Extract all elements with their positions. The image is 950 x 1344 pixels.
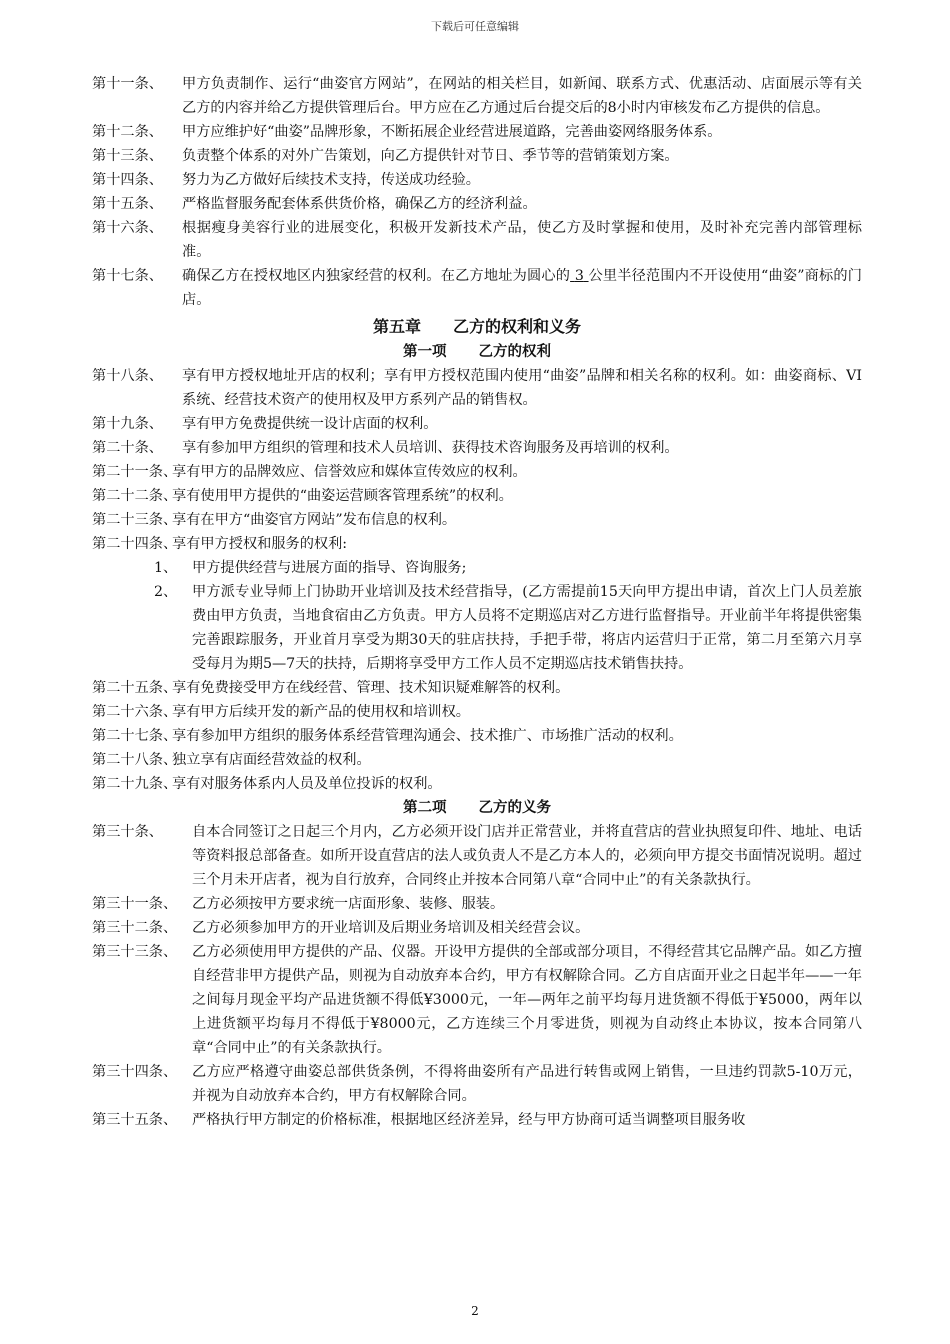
article-text-part: 确保乙方在授权地区内独家经营的权利。在乙方地址为圆心的 bbox=[182, 268, 571, 284]
article-text: 享有使用甲方提供的“曲姿运营顾客管理系统”的权利。 bbox=[172, 488, 513, 504]
article-label: 第十四条、 bbox=[92, 172, 163, 188]
article-label: 第二十二条、 bbox=[92, 488, 178, 504]
article bbox=[92, 436, 862, 460]
article-label: 第二十九条、 bbox=[92, 776, 178, 792]
article-label: 第二十五条、 bbox=[92, 680, 178, 696]
article bbox=[92, 724, 862, 748]
sub-item bbox=[92, 580, 862, 676]
article-text: 独立享有店面经营效益的权利。 bbox=[172, 752, 371, 768]
sub-item bbox=[92, 556, 862, 580]
article bbox=[92, 484, 862, 508]
article-label: 第三十五条、 bbox=[92, 1112, 178, 1128]
article-text: 享有甲方授权地址开店的权利；享有甲方授权范围内使用“曲姿”品牌和相关名称的权利。如：曲姿商标、VI系统、经营技术资产的使用权及甲方系列产品的销售权。 bbox=[182, 368, 862, 408]
section-number: 第二项 bbox=[403, 799, 447, 816]
article-text: 甲方负责制作、运行“曲姿官方网站”，在网站的相关栏目，如新闻、联系方式、优惠活动、店面展示等有关乙方的内容并给乙方提供管理后台。甲方应在乙方通过后台提交后的8小时内审核发布乙方提供的信息。 bbox=[182, 76, 862, 116]
article-text: 享有甲方后续开发的新产品的使用权和培训权。 bbox=[172, 704, 470, 720]
article-label: 第十六条、 bbox=[92, 220, 163, 236]
article-text: 根据瘦身美容行业的进展变化，积极开发新技术产品，使乙方及时掌握和使用，及时补充完善内部管理标准。 bbox=[182, 220, 862, 260]
article-label: 第二十八条、 bbox=[92, 752, 178, 768]
article-label: 第十三条、 bbox=[92, 148, 163, 164]
article bbox=[92, 192, 862, 216]
article-text: 甲方应维护好“曲姿”品牌形象，不断拓展企业经营进展道路，完善曲姿网络服务体系。 bbox=[182, 124, 722, 140]
article-text: 乙方应严格遵守曲姿总部供货条例，不得将曲姿所有产品进行转售或网上销售，一旦违约罚款5-10万元，并视为自动放弃本合约，甲方有权解除合同。 bbox=[192, 1064, 862, 1104]
sub-item-number: 1、 bbox=[154, 560, 178, 576]
article-text: 乙方必须参加甲方的开业培训及后期业务培训及相关经营会议。 bbox=[192, 920, 590, 936]
article-text: 享有参加甲方组织的管理和技术人员培训、获得技术咨询服务及再培训的权利。 bbox=[182, 440, 679, 456]
article bbox=[92, 940, 862, 1060]
article bbox=[92, 1108, 862, 1132]
article bbox=[92, 892, 862, 916]
articles-group-d bbox=[92, 676, 862, 796]
page-header: 下载后可任意编辑 bbox=[431, 20, 519, 33]
sub-item-text: 甲方派专业导师上门协助开业培训及技术经营指导，(乙方需提前15天向甲方提出申请，首次上门人员差旅费由甲方负责，当地食宿由乙方负责。甲方人员将不定期巡店对乙方进行监督指导。开业前半年将提供密集完善跟踪服务，开业首月享受为期30天的驻店扶持，手把手带，将店内运营归于正常，第二月至第六月享受每月为期5—7天的扶持，后期将享受甲方工作人员不定期巡店技术销售扶持。 bbox=[192, 584, 862, 672]
section-heading-obligations bbox=[92, 796, 862, 820]
section-number: 第一项 bbox=[403, 343, 447, 360]
radius-value bbox=[570, 268, 588, 284]
article-text: 严格监督服务配套体系供货价格，确保乙方的经济利益。 bbox=[182, 196, 537, 212]
article bbox=[92, 412, 862, 436]
article-text: 乙方必须使用甲方提供的产品、仪器。开设甲方提供的全部或部分项目，不得经营其它品牌产品。如乙方擅自经营非甲方提供产品，则视为自动放弃本合约，甲方有权解除合同。乙方自店面开业之日起半年——一年之间每月现金平均产品进货额不得低¥3000元，一年—两年之前平均每月进货额不得低于¥5000，两年以上进货额平均每月不得低于¥8000元，乙方连续三个月零进货，则视为自动终止本协议，按本合同第八章“合同中止”的有关条款执行。 bbox=[192, 944, 862, 1056]
chapter-number: 第五章 bbox=[372, 317, 421, 336]
article-label: 第三十条、 bbox=[92, 824, 163, 840]
article bbox=[92, 508, 862, 532]
article bbox=[92, 748, 862, 772]
article bbox=[92, 72, 862, 120]
article bbox=[92, 916, 862, 940]
article-text-part: 公里半径范围内不开设使用“曲姿”商标的门店。 bbox=[182, 268, 862, 308]
article-label: 第十七条、 bbox=[92, 268, 163, 284]
sub-item-number: 2、 bbox=[154, 584, 178, 600]
page-number: 2 bbox=[471, 1304, 479, 1318]
article-label: 第二十七条、 bbox=[92, 728, 178, 744]
article-label: 第三十二条、 bbox=[92, 920, 178, 936]
articles-group-e bbox=[92, 892, 862, 1132]
article-label: 第二十条、 bbox=[92, 440, 163, 456]
article-label: 第二十六条、 bbox=[92, 704, 178, 720]
article-text bbox=[182, 264, 862, 312]
article-label: 第十八条、 bbox=[92, 368, 163, 384]
section-heading-rights bbox=[92, 340, 862, 364]
article-label: 第十二条、 bbox=[92, 124, 163, 140]
article bbox=[92, 772, 862, 796]
article bbox=[92, 532, 862, 556]
section-title: 乙方的权利 bbox=[478, 343, 551, 360]
article bbox=[92, 460, 862, 484]
articles-group-a bbox=[92, 72, 862, 264]
article-text: 享有对服务体系内人员及单位投诉的权利。 bbox=[172, 776, 442, 792]
articles-group-c bbox=[92, 460, 862, 556]
article-label: 第二十一条、 bbox=[92, 464, 178, 480]
article-text: 享有在甲方“曲姿官方网站”发布信息的权利。 bbox=[172, 512, 457, 528]
article-text: 努力为乙方做好后续技术支持，传送成功经验。 bbox=[182, 172, 480, 188]
article bbox=[92, 144, 862, 168]
article-label: 第十一条、 bbox=[92, 76, 163, 92]
article-30 bbox=[92, 820, 862, 892]
article-label: 第十五条、 bbox=[92, 196, 163, 212]
article-text: 享有甲方授权和服务的权利: bbox=[172, 536, 348, 552]
article bbox=[92, 364, 862, 412]
article-text: 享有免费接受甲方在线经营、管理、技术知识疑难解答的权利。 bbox=[172, 680, 570, 696]
article-17 bbox=[92, 264, 862, 312]
section-title: 乙方的义务 bbox=[478, 799, 551, 816]
article-label: 第三十一条、 bbox=[92, 896, 178, 912]
article-text: 负责整个体系的对外广告策划，向乙方提供针对节日、季节等的营销策划方案。 bbox=[182, 148, 679, 164]
article bbox=[92, 216, 862, 264]
radius-number: 3 bbox=[574, 268, 584, 284]
document-body bbox=[92, 72, 862, 1132]
article-text: 严格执行甲方制定的价格标准，根据地区经济差异，经与甲方协商可适当调整项目服务收 bbox=[192, 1112, 746, 1128]
article bbox=[92, 168, 862, 192]
chapter-title: 乙方的权利和义务 bbox=[453, 317, 582, 336]
article bbox=[92, 120, 862, 144]
article-label: 第二十三条、 bbox=[92, 512, 178, 528]
article-label: 第十九条、 bbox=[92, 416, 163, 432]
article-label: 第三十四条、 bbox=[92, 1064, 178, 1080]
article-text: 享有甲方免费提供统一设计店面的权利。 bbox=[182, 416, 438, 432]
sub-item-text: 甲方提供经营与进展方面的指导、咨询服务; bbox=[192, 560, 467, 576]
sub-items-list bbox=[92, 556, 862, 676]
chapter-heading bbox=[92, 314, 862, 340]
article bbox=[92, 676, 862, 700]
article-text: 自本合同签订之日起三个月内，乙方必须开设门店并正常营业，并将直营店的营业执照复印件、地址、电话等资料报总部备查。如所开设直营店的法人或负责人不是乙方本人的，必须向甲方提交书面情况说明。超过三个月未开店者，视为自行放弃，合同终止并按本合同第八章“合同中止”的有关条款执行。 bbox=[192, 824, 862, 888]
article-text: 乙方必须按甲方要求统一店面形象、装修、服装。 bbox=[192, 896, 505, 912]
article bbox=[92, 700, 862, 724]
article-label: 第三十三条、 bbox=[92, 944, 178, 960]
article-text: 享有甲方的品牌效应、信誉效应和媒体宣传效应的权利。 bbox=[172, 464, 527, 480]
article-label: 第二十四条、 bbox=[92, 536, 178, 552]
article-text: 享有参加甲方组织的服务体系经营管理沟通会、技术推广、市场推广活动的权利。 bbox=[172, 728, 683, 744]
articles-group-b bbox=[92, 364, 862, 460]
article bbox=[92, 1060, 862, 1108]
